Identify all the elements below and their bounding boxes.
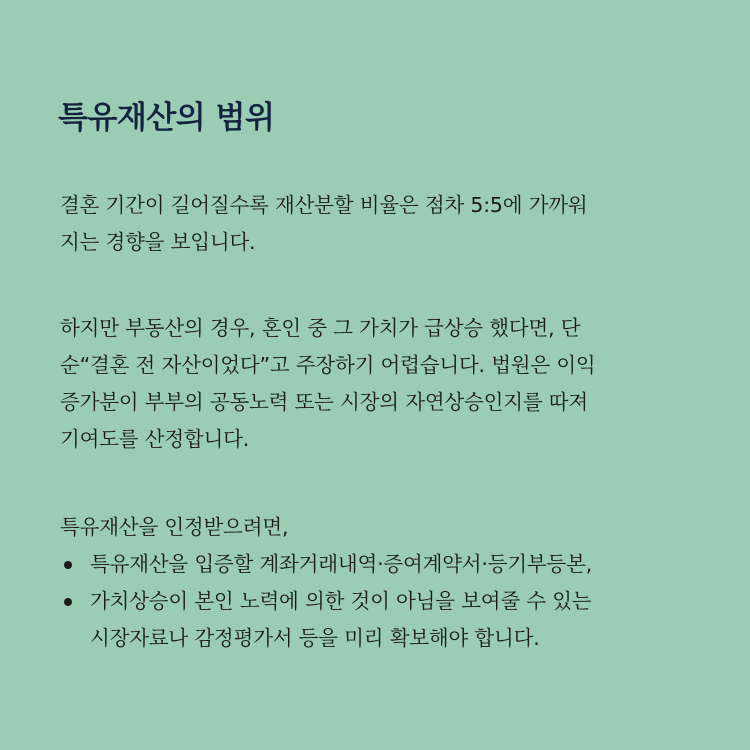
paragraph-line: 기여도를 산정합니다. — [60, 427, 250, 451]
paragraph-intro — [60, 509, 690, 546]
requirements-list — [60, 546, 700, 657]
list-item — [60, 583, 700, 657]
paragraph-real-estate — [60, 310, 690, 458]
paragraph-line: 하지만 부동산의 경우, 혼인 중 그 가치가 급상승 했다면, 단 — [60, 316, 581, 340]
list-item-text: 시장자료나 감정평가서 등을 미리 확보해야 합니다. — [90, 626, 540, 650]
paragraph-line: 결혼 기간이 길어질수록 재산분할 비율은 점차 5:5에 가까워 — [60, 193, 588, 217]
paragraph-line: 지는 경향을 보입니다. — [60, 230, 256, 254]
list-item-text: 가치상승이 본인 노력에 의한 것이 아님을 보여줄 수 있는 — [90, 589, 592, 613]
list-item-text: 특유재산을 입증할 계좌거래내역·증여계약서·등기부등본, — [90, 552, 593, 576]
paragraph-line: 증가분이 부부의 공동노력 또는 시장의 자연상승인지를 따져 — [60, 390, 588, 414]
paragraph-line: 순“결혼 전 자산이었다”고 주장하기 어렵습니다. 법원은 이익 — [60, 353, 596, 377]
paragraph-line: 특유재산을 인정받으려면, — [60, 515, 289, 539]
list-item — [60, 546, 700, 583]
page-title: 특유재산의 범위 — [58, 100, 275, 136]
bullet-icon — [64, 561, 72, 569]
paragraph-marriage-duration — [60, 187, 690, 261]
bullet-icon — [64, 598, 72, 606]
